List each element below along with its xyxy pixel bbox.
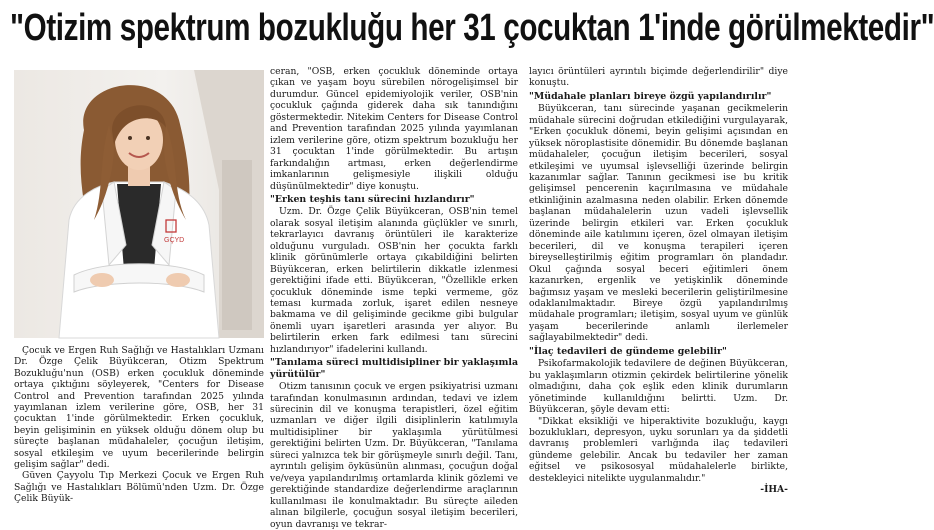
photo-caption <box>14 345 264 505</box>
col3-paragraph-4: "Dikkat eksikliği ve hiperaktivite bozukluğu, kaygı bozuklukları, depresyon, uyku sorunları ya da şiddetli davranış problemleri varlığında ilaç tedavileri gündeme gelebilir. Ancak bu tedaviler her zaman eğitsel ve psikososyal müdahalelerle birlikte, destekleyici nitelikte uygulanmalıdır." <box>529 415 788 484</box>
column-3 <box>529 66 788 496</box>
col3-paragraph-3: Psikofarmakolojik tedavilere de değinen Büyükceran, bu yaklaşımların otizmin çekirdek belirtilerine yönelik olmadığını, daha çok eşlik eden klinik durumların yönetiminde kullanıldığını belirtti. Uzm. Dr. Büyükceran, şöyle devam etti: <box>529 358 788 416</box>
headline: "Otizim spektrum bozukluğu her 31 çocuktan 1'inde görülmektedir" <box>10 7 934 49</box>
col2-paragraph-2: Uzm. Dr. Özge Çelik Büyükceran, OSB'nin temel olarak sosyal iletişim alanında güçlükler ve sınırlı, tekrarlayıcı davranış örüntüleri ile karakterize olduğunu vurguladı. OSB'nin her çocukta farklı klinik görünümlerle ortaya çıkabildiğini belirten Büyükceran, erken belirtilerin dikkatle izlenmesi gerektiğini ifade etti. Büyükceran, "Özellikle erken çocukluk döneminde isme tepki vermeme, göz teması kurmada zorluk, işaret edilen nesneye bakmama ve dil gelişiminde gecikme gibi bulgular önemli uyarı işaretleri arasında yer alıyor. Bu belirtilerin erken fark edilmesi tanı sürecini hızlandırıyor" ifadelerini kullandı. <box>270 206 518 355</box>
doctor-photo <box>14 70 264 338</box>
column-2 <box>270 66 518 530</box>
caption-text: Çocuk ve Ergen Ruh Sağlığı ve Hastalıkları Uzmanı Dr. Özge Çelik Büyükceran, Otizm Spektrum Bozukluğu'nun (OSB) erken çocukluk döneminde ortaya çıktığını söyleyerek, "Centers for Disease Control and Prevention tarafından 2025 yılında yayımlanan izlem verilerine göre, OSB, her 31 çocuktan 1'inde görülmektedir. Erken çocukluk, beyin gelişiminin en yüksek olduğu dönem olup bu süreçte başlanan müdahaleler, çocuğun iletişim, sosyal etkileşim ve uyum becerilerinde belirgin gelişim sağlar" dedi. <box>14 345 264 471</box>
col3-subheading-2: "İlaç tedavileri de gündeme gelebilir" <box>529 345 727 357</box>
col2-paragraph-3: Otizm tanısının çocuk ve ergen psikiyatrisi uzmanı tarafından konulmasının ardından, tedavi ve izlem sürecinin dil ve konuşma terapistleri, özel eğitim uzmanları ve diğer ilgili disiplinlerin katılımıyla multidisipliner bir yaklaşımla yürütülmesi gerektiğini belirten Uzm. Dr. Büyükceran, "Tanılama süreci yalnızca tek bir görüşmeyle sınırlı değil. Tanı, ayrıntılı gelişim öyküsünün alınması, çocuğun doğal ve/veya yapılandırılmış ortamlarda klinik gözlemi ve gerektiğinde standardize değerlendirme araçlarının kullanılması ile konulmaktadır. Bu süreçte aileden alınan bilgilerle, çocuğun sosyal iletişim becerileri, oyun davranışı ve tekrar- <box>270 381 518 530</box>
coat-logo: GÇYD <box>164 237 185 244</box>
col3-paragraph-2: Büyükceran, tanı sürecinde yaşanan gecikmelerin müdahale sürecini doğrudan etkilediğini vurgulayarak, "Erken çocukluk dönemi, beyin gelişimi açısından en yüksek nöroplastisite dönemidir. Bu dönemde başlanan müdahaleler, çocuğun iletişim becerileri, sosyal etkileşimi ve uyumsal işlevselliği üzerinde belirgin kazanımlar sağlar. Tanının gecikmesi ise bu kritik gelişimsel pencerenin kaçırılmasına ve müdahale etkinliğinin azalmasına neden olabilir. Erken dönemde başlanan müdahalelerin uzun vadeli işlevsellik üzerinde belirgin etkileri var. Erken çocukluk döneminde aile katılımını içeren, özel olmayan iletişim becerileri, dil ve konuşma terapileri içeren bireyselleştirilmiş eğitim programları ön plandadır. Okul çağında sosyal beceri eğitimleri önem kazanırken, ergenlik ve yetişkinlik döneminde bağımsız yaşam ve mesleki becerilerin geliştirilmesine odaklanılmaktadır. Bireye özgü yapılandırılmış müdahale programları; iletişim, sosyal uyum ve günlük yaşam becerilerinde anlamlı ilerlemeler sağlayabilmektedir" dedi. <box>529 103 788 344</box>
col2-subheading-2: "Tanılama süreci multidisipliner bir yaklaşımla yürütülür" <box>270 357 519 380</box>
news-agency-credit: -İHA- <box>760 484 788 496</box>
col2-subheading-1: "Erken teşhis tanı sürecini hızlandırır" <box>270 193 475 205</box>
col3-paragraph-1: layıcı örüntüleri ayrıntılı biçimde değerlendirilir" diye konuştu. <box>529 66 788 89</box>
column1-tail: Güven Çayyolu Tıp Merkezi Çocuk ve Ergen Ruh Sağlığı ve Hastalıkları Bölümü'nden Uzm. Dr. Özge Çelik Büyük- <box>14 470 264 505</box>
col2-paragraph-1: ceran, "OSB, erken çocukluk döneminde ortaya çıkan ve yaşam boyu sürebilen nörogelişimsel bir durumdur. Güncel epidemiyolojik veriler, OSB'nin çocukluk çağında giderek daha sık tanındığını göstermektedir. Nitekim Centers for Disease Control and Prevention tarafından 2025 yılında yayımlanan izlem verilerine göre, otizm spektrum bozukluğu her 31 çocuktan 1'inde görülmektedir. Bu artışın farkındalığın artması, erken değerlendirme imkanlarının gelişmesiyle ilişkili olduğu düşünülmektedir" diye konuştu. <box>270 66 518 192</box>
col3-subheading-1: "Müdahale planları bireye özgü yapılandırılır" <box>529 90 772 102</box>
